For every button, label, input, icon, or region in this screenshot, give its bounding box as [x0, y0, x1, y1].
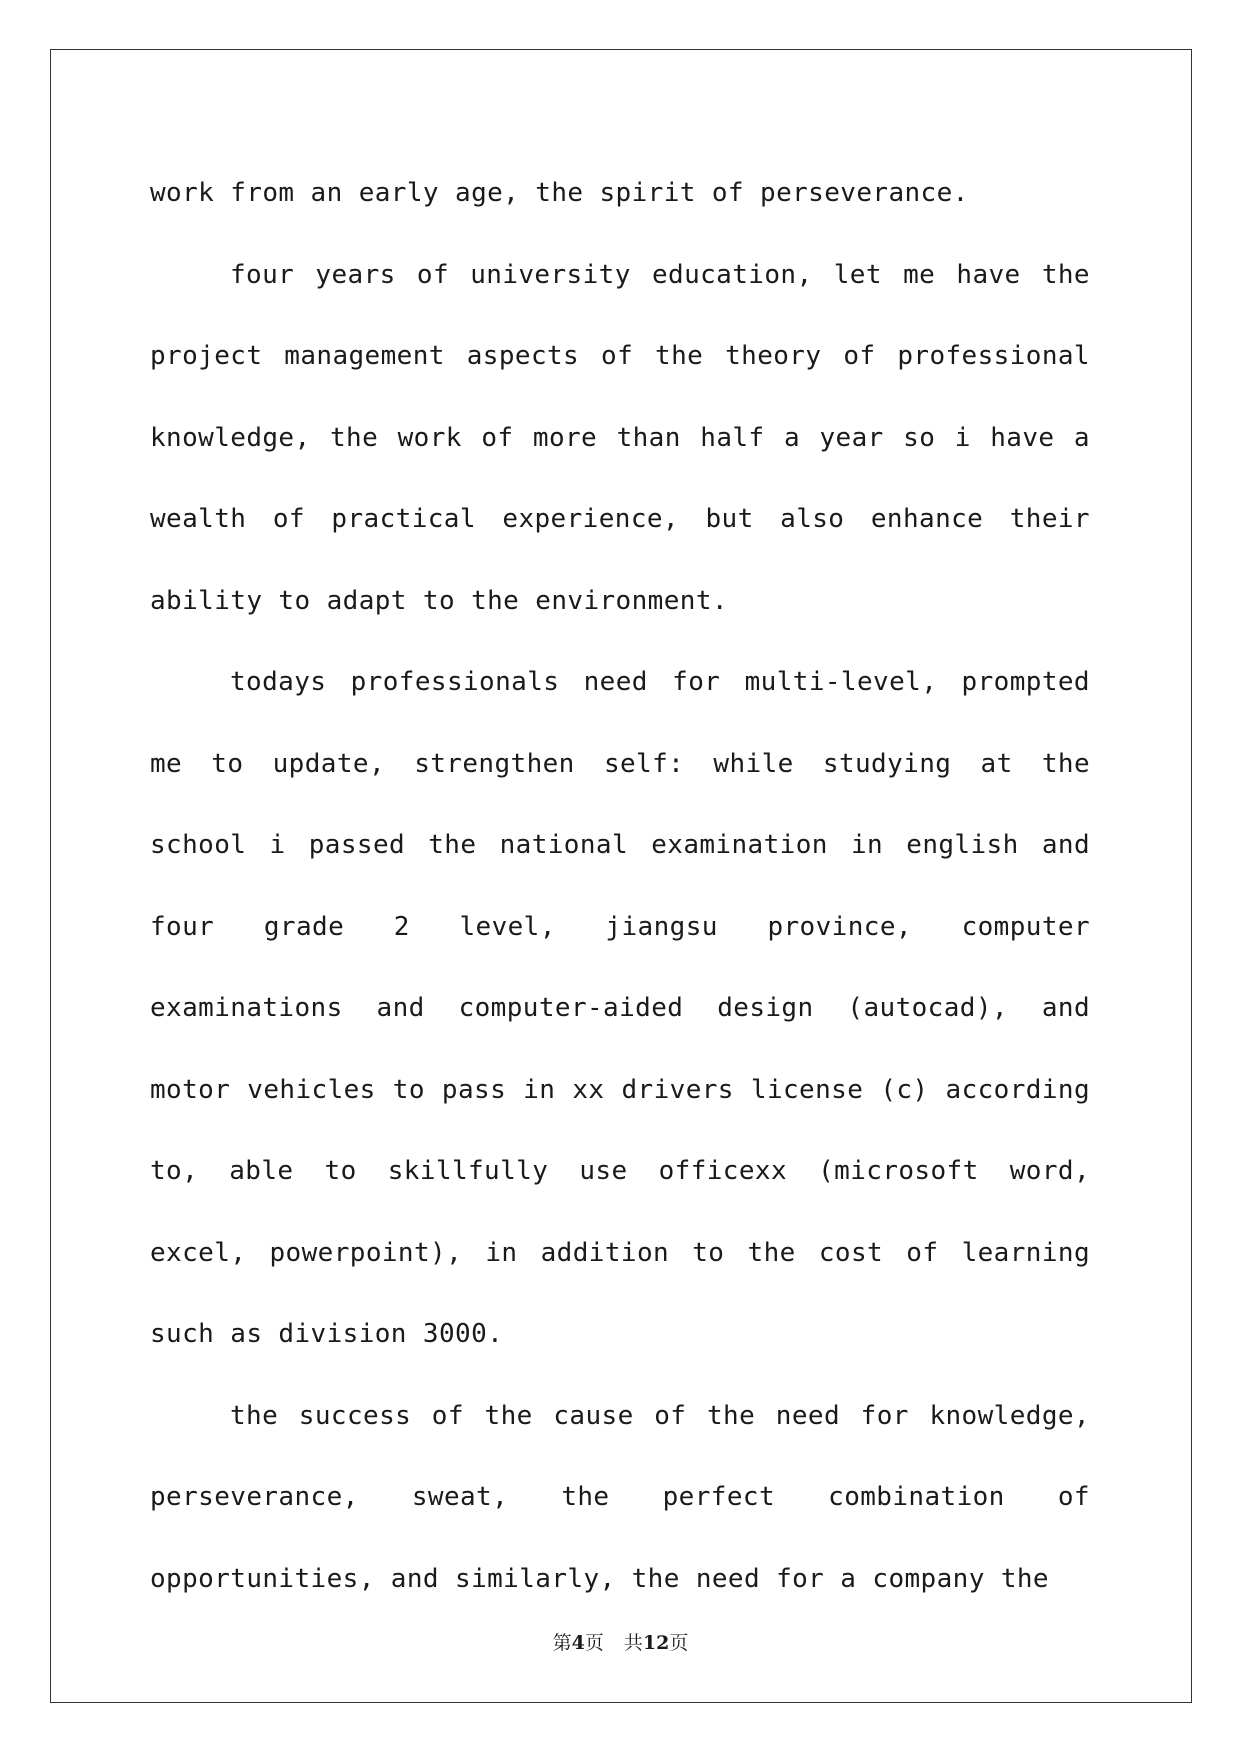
- page-number: 4: [571, 1632, 585, 1654]
- total-prefix: 共: [623, 1632, 643, 1654]
- document-body: [150, 153, 1090, 1620]
- page-suffix: 页: [584, 1632, 604, 1654]
- paragraph-4: the success of the cause of the need for knowledge, perseverance, sweat, the perfect combination of opportunities, and similarly, the need for a company the: [150, 1400, 1090, 1594]
- paragraph-2: four years of university education, let me have the project management aspects of the theory of professional knowledge, the work of more than half a year so i have a wealth of practical experience, but also enhance their ability to adapt to the environment.: [150, 259, 1090, 616]
- page-footer: [0, 1628, 1241, 1655]
- paragraph-1: work from an early age, the spirit of perseverance.: [150, 178, 969, 208]
- paragraph-3: todays professionals need for multi-level, prompted me to update, strengthen self: while studying at the school i passed the national examination in english and four grade 2 level, jiangsu province, computer examinations and computer-aided design (autocad), and motor vehicles to pass in xx drivers license (c) according to, able to skillfully use officexx (microsoft word, excel, powerpoint), in addition to the cost of learning such as division 3000.: [150, 667, 1090, 1349]
- total-suffix: 页: [669, 1632, 689, 1654]
- page-prefix: 第: [552, 1632, 572, 1654]
- total-pages: 12: [642, 1632, 670, 1654]
